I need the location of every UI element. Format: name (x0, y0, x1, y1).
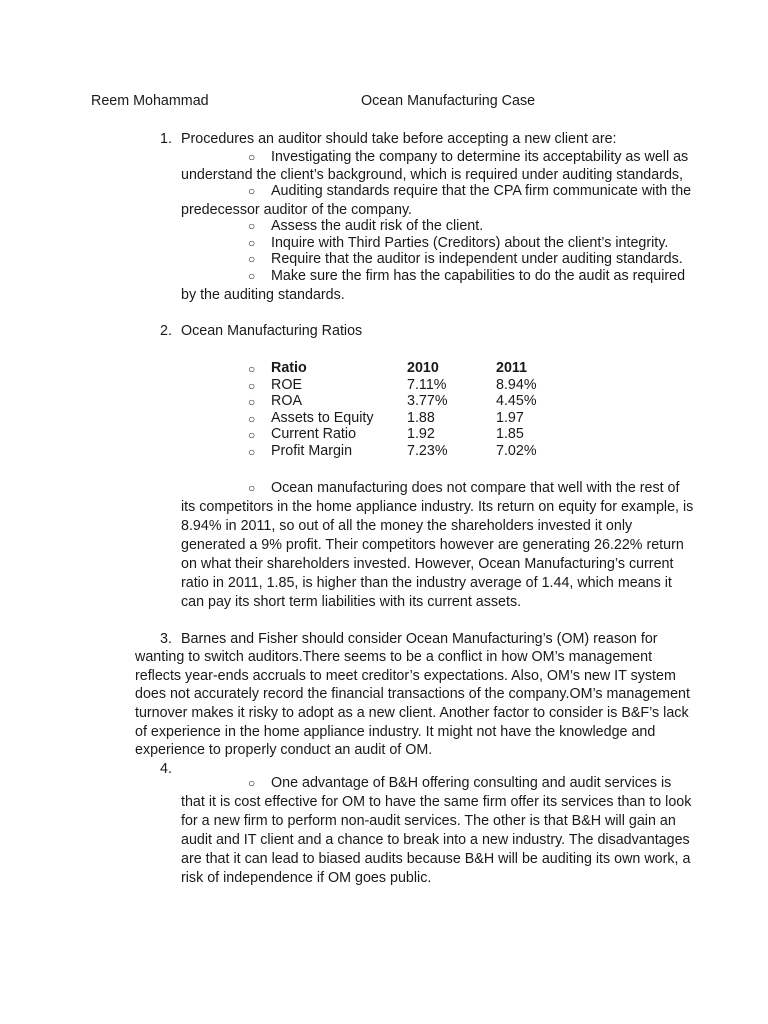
bullet-icon: ○ (248, 236, 256, 250)
ratio-name: Current Ratio (271, 426, 357, 443)
q3-line: wanting to switch auditors.There seems to be a conflict in how OM’s management (135, 649, 653, 665)
q1-bullet-2-line-1: Auditing standards require that the CPA firm communicate with the (271, 183, 692, 199)
q2-para-line: its competitors in the home appliance industry. Its return on equity for example, is (181, 499, 694, 515)
ratio-name: Assets to Equity (271, 409, 374, 426)
q4-para-line: audit and IT client and a chance to break into a new industry. The disadvantages (181, 832, 690, 848)
q2-para-line: generated a 9% profit. Their competitors however are generating 26.22% return (181, 537, 684, 553)
bullet-icon: ○ (248, 378, 256, 393)
bullet-icon: ○ (248, 219, 256, 233)
q1-bullet-1-line-1: Investigating the company to determine its acceptability as well as (271, 149, 689, 165)
q1-bullet-5: Require that the auditor is independent under auditing standards. (271, 251, 683, 267)
q4-number: 4. (160, 761, 172, 777)
q3-line: experience to properly conduct an audit of OM. (135, 742, 433, 758)
ratio-2011: 7.02% (496, 443, 537, 459)
bullet-icon: ○ (248, 776, 256, 790)
q3-number: 3. (160, 631, 172, 647)
header-2010: 2010 (407, 360, 439, 376)
document-title: Ocean Manufacturing Case (361, 93, 536, 109)
q1-bullet-4: Inquire with Third Parties (Creditors) about the client’s integrity. (271, 235, 669, 251)
q2-para-line: on what their shareholders invested. However, Ocean Manufacturing’s current (181, 556, 674, 572)
bullet-icon: ○ (248, 481, 256, 495)
ratio-name: ROE (271, 376, 302, 393)
q2-number: 2. (160, 323, 172, 339)
ratio-2010: 7.23% (407, 443, 448, 459)
q4-para-line: risk of independence if OM goes public. (181, 870, 432, 886)
bullet-icon: ○ (248, 445, 256, 459)
q3-line: reflects year-ends accruals to meet creditor’s expectations. Also, OM’s new IT system (135, 668, 676, 684)
bullet-icon: ○ (248, 395, 256, 410)
q2-para-line: Ocean manufacturing does not compare that well with the rest of (271, 480, 680, 496)
ratio-2011: 1.85 (496, 426, 524, 443)
q1-intro: Procedures an auditor should take before accepting a new client are: (181, 131, 617, 147)
q4-para-line: for a new firm to perform non-audit services. The other is that B&H will gain an (181, 813, 676, 829)
q2-title: Ocean Manufacturing Ratios (181, 323, 363, 339)
ratio-2010: 3.77% (407, 393, 448, 410)
q4-para-line: that it is cost effective for OM to have the same firm offer its services than to look (181, 794, 692, 810)
q3-line: does not accurately record the financial transactions of the company.OM’s management (135, 686, 690, 702)
ratio-2010: 7.11% (407, 376, 447, 393)
q1-bullet-6-line-1: Make sure the firm has the capabilities to do the audit as required (271, 268, 686, 284)
q2-para-line: can pay its short term liabilities with its current assets. (181, 594, 522, 610)
q4-para-line: One advantage of B&H offering consulting and audit services is (271, 775, 672, 791)
q2-para-line: 8.94% in 2011, so out of all the money the shareholders invested it only (181, 518, 633, 534)
q3-line: turnover makes it risky to adopt as a new client. Another factor to consider is B&F’s lack (135, 705, 689, 721)
ratio-2011: 8.94% (496, 376, 537, 393)
ratio-2011: 4.45% (496, 393, 537, 410)
q4-para-line: are that it can lead to biased audits because B&H will be auditing its own work, a (181, 851, 691, 867)
bullet-icon: ○ (248, 411, 256, 426)
q1-bullet-3: Assess the audit risk of the client. (271, 218, 484, 234)
author-name: Reem Mohammad (91, 93, 209, 109)
bullet-icon: ○ (248, 428, 256, 443)
q2-para-line: ratio in 2011, 1.85, is higher than the industry average of 1.44, which means it (181, 575, 672, 591)
q1-number: 1. (160, 131, 172, 147)
bullet-icon: ○ (248, 362, 256, 376)
ratio-name: ROA (271, 393, 302, 410)
ratio-2011: 1.97 (496, 409, 524, 426)
bullet-icon: ○ (248, 252, 256, 266)
ratio-2010: 1.88 (407, 409, 435, 426)
q3-line: of experience in the home appliance industry. It might not have the knowledge and (135, 724, 656, 740)
bullet-icon: ○ (248, 269, 256, 283)
header-2011: 2011 (496, 360, 528, 376)
header-ratio: Ratio (271, 360, 307, 376)
ratio-name: Profit Margin (271, 443, 353, 459)
bullet-icon: ○ (248, 150, 256, 164)
q1-bullet-1-line-2: understand the client’s background, which is required under auditing standards, (181, 167, 684, 183)
q1-bullet-6-line-2: by the auditing standards. (181, 287, 345, 303)
ratio-2010: 1.92 (407, 426, 435, 443)
q1-bullet-2-line-2: predecessor auditor of the company. (181, 202, 412, 218)
q3-line: Barnes and Fisher should consider Ocean Manufacturing’s (OM) reason for (181, 631, 658, 647)
bullet-icon: ○ (248, 184, 256, 198)
